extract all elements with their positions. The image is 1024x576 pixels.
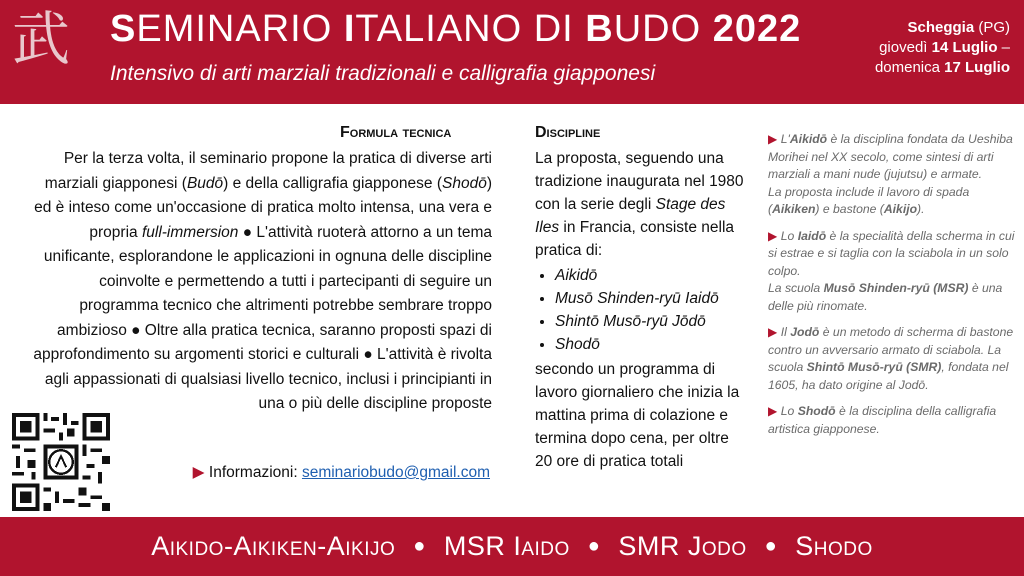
- side-notes: [768, 131, 1018, 447]
- formula-heading: Formula tecnica: [340, 124, 452, 141]
- header-banner: [0, 0, 1024, 104]
- discipline-heading: Discipline: [535, 124, 601, 141]
- note-shodo: ▶ Lo Shodō è la disciplina della calligrafia artistica giapponese.: [768, 404, 997, 436]
- triangle-bullet-icon: ▶: [768, 228, 778, 243]
- list-item: • Musō Shinden-ryū Iaidō: [555, 287, 750, 310]
- page-subtitle: Intensivo di arti marziali tradizionali e calligrafia giapponesi: [110, 62, 656, 85]
- triangle-bullet-icon: ▶: [768, 325, 778, 339]
- discipline-text: La proposta, seguendo una tradizione inaugurata nel 1980 con la serie degli Stage des Iles in Francia, consiste nella pratica di: • Aikidō • Musō Shinden-ryū Iaidō • Shintō Musō-ryū Jōdō • Shodō secondo un programma di lavoro giornaliero che inizia la mattina prima di colazione e termina dopo cena, per oltre 20 ore di pratica totali: [535, 147, 750, 473]
- triangle-bullet-icon: ▶: [768, 132, 778, 146]
- bullet-separator-icon: ●: [587, 535, 601, 557]
- footer-item-aikido: Aikido-Aikiken-Aikijo: [151, 531, 396, 561]
- formula-text: Per la terza volta, il seminario propone la pratica di diverse arti marziali giapponesi (Budō) e della calligrafia giapponese (Shodō) ed è inteso come un'occasione di pratica molto intensa, una vera e propria full-immersion ● L'attività ruoterà attorno a un tema unificante, esplorandone le applicazioni in ognuna delle discipline coinvolte e permettendo a tutti i partecipanti di seguire un programma tecnico che altrimenti potrebbe sembrare troppo ambizioso ● Oltre alla pratica tecnica, saranno proposti spazi di approfondimento su argomenti storici e culturali ● L'attività è rivolta agli appassionati di qualsiasi livello tecnico, inclusi i principianti in una o più delle discipline proposte: [33, 150, 492, 412]
- triangle-bullet-icon: ▶: [192, 464, 205, 481]
- note-iaido: ▶ Lo Iaidō è la specialità della scherma in cui si estrae e si taglia con la sciabola in un solo colpo. La scuola Musō Shinden-ryū (MSR) è una delle più rinomate.: [768, 228, 1015, 313]
- list-item: • Shintō Musō-ryū Jōdō: [555, 310, 750, 333]
- list-item: • Aikidō: [555, 264, 750, 287]
- triangle-bullet-icon: ▶: [768, 404, 778, 418]
- bullet-separator-icon: ●: [413, 535, 426, 557]
- contact-email-link[interactable]: seminariobudo@gmail.com: [301, 464, 490, 481]
- note-aikido: ▶ L'Aikidō è la disciplina fondata da Ueshiba Morihei nel XX secolo, come sintesi di arti marziali a mani nude (jujutsu) e armate. La proposta include il lavoro di spada (Aikiken) e bastone (Aikijo).: [768, 132, 1013, 216]
- footer-item-jodo: SMR Jodo: [618, 531, 747, 561]
- bullet-separator-icon: ●: [764, 535, 778, 557]
- budo-kanji-logo: 武: [12, 5, 71, 73]
- discipline-list: [535, 264, 750, 356]
- footer-banner: [0, 517, 1024, 576]
- event-place-date: Scheggia (PG) giovedì 14 Luglio – domenica 17 Luglio: [874, 19, 1010, 76]
- list-item: • Shodō: [555, 333, 750, 356]
- footer-item-shodo: Shodo: [795, 531, 873, 561]
- footer-item-iaido: MSR Iaido: [443, 531, 570, 561]
- note-jodo: ▶ Il Jodō è un metodo di scherma di bastone contro un avversario armato di sciabola. La scuola Shintō Musō-ryū (SMR), fondata nel 1605, ha dato origine al Jodō.: [768, 325, 1014, 392]
- info-line: ▶ Informazioni: seminariobudo@gmail.com: [192, 464, 490, 481]
- page-title: SEMINARIO ITALIANO DI BUDO 2022: [110, 8, 802, 50]
- qr-code-image: [12, 413, 110, 511]
